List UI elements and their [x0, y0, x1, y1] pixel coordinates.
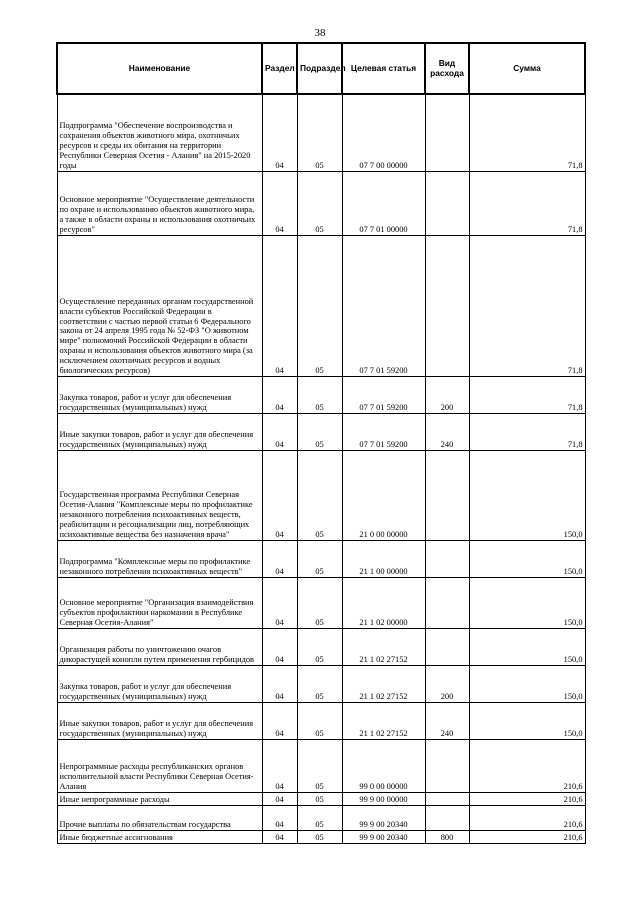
- row-target: 07 7 01 59200: [342, 376, 425, 413]
- row-podrazdel: 05: [297, 450, 342, 540]
- row-podrazdel: 05: [297, 376, 342, 413]
- row-razdel: 04: [262, 665, 297, 702]
- table-row: [57, 376, 585, 413]
- row-razdel: 04: [262, 540, 297, 577]
- page-number: 38: [314, 27, 326, 39]
- row-vid: [425, 94, 469, 171]
- table-row: [57, 739, 585, 792]
- table-row: [57, 413, 585, 450]
- row-razdel: 04: [262, 792, 297, 805]
- row-name: Непрограммные расходы республиканских органов исполнительной власти Республики Северная Осетия-Алания: [57, 739, 262, 792]
- row-vid: [425, 739, 469, 792]
- row-name: Основное мероприятие "Организация взаимодействия субъектов профилактики наркомании в Республике Северная Осетия-Алания": [57, 577, 262, 628]
- row-sum: 210,6: [469, 805, 585, 830]
- row-sum: 210,6: [469, 739, 585, 792]
- row-name: Иные закупки товаров, работ и услуг для обеспечения государственных (муниципальных) нужд: [57, 413, 262, 450]
- header-vid: Вид расхода: [425, 43, 469, 94]
- row-vid: [425, 235, 469, 376]
- row-name: Государственная программа Республики Северная Осетия-Алания "Комплексные меры по профилактике незаконного потребления психоактивных веществ, реабилитации и ресоциализации лиц, потребляющих психоактивные вещества без назначения врача": [57, 450, 262, 540]
- row-target: 21 1 02 00000: [342, 577, 425, 628]
- header-name: Наименование: [57, 43, 262, 94]
- row-vid: [425, 577, 469, 628]
- row-sum: 150,0: [469, 577, 585, 628]
- row-razdel: 04: [262, 413, 297, 450]
- table-row: [57, 540, 585, 577]
- table-row: [57, 805, 585, 830]
- row-razdel: 04: [262, 171, 297, 235]
- row-target: 99 9 00 20340: [342, 805, 425, 830]
- row-name: Основное мероприятие "Осуществление деятельности по охране и использованию объектов животного мира, а также в области охраны и использования охотничьих ресурсов": [57, 171, 262, 235]
- row-sum: 71,8: [469, 235, 585, 376]
- row-razdel: 04: [262, 235, 297, 376]
- row-name: Иные непрограммные расходы: [57, 792, 262, 805]
- row-vid: [425, 450, 469, 540]
- row-target: 21 1 02 27152: [342, 665, 425, 702]
- row-podrazdel: 05: [297, 830, 342, 843]
- row-target: 07 7 01 59200: [342, 413, 425, 450]
- table-row: [57, 171, 585, 235]
- row-razdel: 04: [262, 577, 297, 628]
- table-row: [57, 792, 585, 805]
- row-podrazdel: 05: [297, 805, 342, 830]
- row-vid: 240: [425, 702, 469, 739]
- table-row: [57, 628, 585, 665]
- row-name: Закупка товаров, работ и услуг для обеспечения государственных (муниципальных) нужд: [57, 665, 262, 702]
- row-name: Осуществление переданных органам государственной власти субъектов Российской Федерации в соответствии с частью первой статьи 6 Федерального закона от 24 апреля 1995 года № 52-ФЗ "О животном мире" полномочий Российской Федерации в области охраны и использования объектов животного мира (за исключением охотничьих ресурсов и водных биологических ресурсов): [57, 235, 262, 376]
- row-razdel: 04: [262, 628, 297, 665]
- row-target: 21 0 00 00000: [342, 450, 425, 540]
- row-vid: 800: [425, 830, 469, 843]
- row-target: 99 0 00 00000: [342, 739, 425, 792]
- row-sum: 71,8: [469, 94, 585, 171]
- row-target: 21 1 00 00000: [342, 540, 425, 577]
- row-razdel: 04: [262, 450, 297, 540]
- row-vid: [425, 792, 469, 805]
- header-podrazdel: Подраздел: [297, 43, 342, 94]
- table-row: [57, 702, 585, 739]
- row-target: 21 1 02 27152: [342, 702, 425, 739]
- row-name: Подпрограмма "Обеспечение воспроизводства и сохранения объектов животного мира, охотничьих ресурсов и среды их обитания на территории Республики Северная Осетия - Алания" на 2015-2020 годы: [57, 94, 262, 171]
- row-podrazdel: 05: [297, 413, 342, 450]
- row-name: Закупка товаров, работ и услуг для обеспечения государственных (муниципальных) нужд: [57, 376, 262, 413]
- budget-table: [56, 42, 586, 844]
- row-vid: [425, 805, 469, 830]
- row-podrazdel: 05: [297, 540, 342, 577]
- header-sum: Сумма: [469, 43, 585, 94]
- row-name: Иные бюджетные ассигнования: [57, 830, 262, 843]
- row-podrazdel: 05: [297, 94, 342, 171]
- row-vid: 200: [425, 665, 469, 702]
- row-podrazdel: 05: [297, 628, 342, 665]
- row-vid: [425, 171, 469, 235]
- table-row: [57, 94, 585, 171]
- row-razdel: 04: [262, 94, 297, 171]
- row-vid: 240: [425, 413, 469, 450]
- row-sum: 210,6: [469, 792, 585, 805]
- row-sum: 71,8: [469, 171, 585, 235]
- row-podrazdel: 05: [297, 235, 342, 376]
- row-podrazdel: 05: [297, 792, 342, 805]
- row-target: 07 7 01 00000: [342, 171, 425, 235]
- table-row: [57, 450, 585, 540]
- row-vid: 200: [425, 376, 469, 413]
- row-razdel: 04: [262, 830, 297, 843]
- row-podrazdel: 05: [297, 577, 342, 628]
- table-row: [57, 235, 585, 376]
- row-razdel: 04: [262, 739, 297, 792]
- row-sum: 71,8: [469, 376, 585, 413]
- row-sum: 150,0: [469, 450, 585, 540]
- row-sum: 150,0: [469, 628, 585, 665]
- row-razdel: 04: [262, 702, 297, 739]
- header-target: Целевая статья: [342, 43, 425, 94]
- row-podrazdel: 05: [297, 665, 342, 702]
- table-header-row: [57, 43, 585, 94]
- row-sum: 71,8: [469, 413, 585, 450]
- row-target: 99 9 00 20340: [342, 830, 425, 843]
- row-razdel: 04: [262, 376, 297, 413]
- row-target: 07 7 01 59200: [342, 235, 425, 376]
- row-vid: [425, 540, 469, 577]
- row-sum: 210,6: [469, 830, 585, 843]
- row-podrazdel: 05: [297, 702, 342, 739]
- row-sum: 150,0: [469, 540, 585, 577]
- row-target: 07 7 00 00000: [342, 94, 425, 171]
- row-podrazdel: 05: [297, 171, 342, 235]
- table-row: [57, 665, 585, 702]
- row-razdel: 04: [262, 805, 297, 830]
- row-name: Прочие выплаты по обязательствам государства: [57, 805, 262, 830]
- header-razdel: Раздел: [262, 43, 297, 94]
- row-target: 21 1 02 27152: [342, 628, 425, 665]
- row-sum: 150,0: [469, 665, 585, 702]
- row-target: 99 9 00 00000: [342, 792, 425, 805]
- row-podrazdel: 05: [297, 739, 342, 792]
- row-name: Подпрограмма "Комплексные меры по профилактике незаконного потребления психоактивных веществ": [57, 540, 262, 577]
- table-row: [57, 577, 585, 628]
- row-name: Иные закупки товаров, работ и услуг для обеспечения государственных (муниципальных) нужд: [57, 702, 262, 739]
- row-name: Организация работы по уничтожению очагов дикорастущей конопли путем применения гербицидов: [57, 628, 262, 665]
- row-sum: 150,0: [469, 702, 585, 739]
- row-vid: [425, 628, 469, 665]
- table-row: [57, 830, 585, 843]
